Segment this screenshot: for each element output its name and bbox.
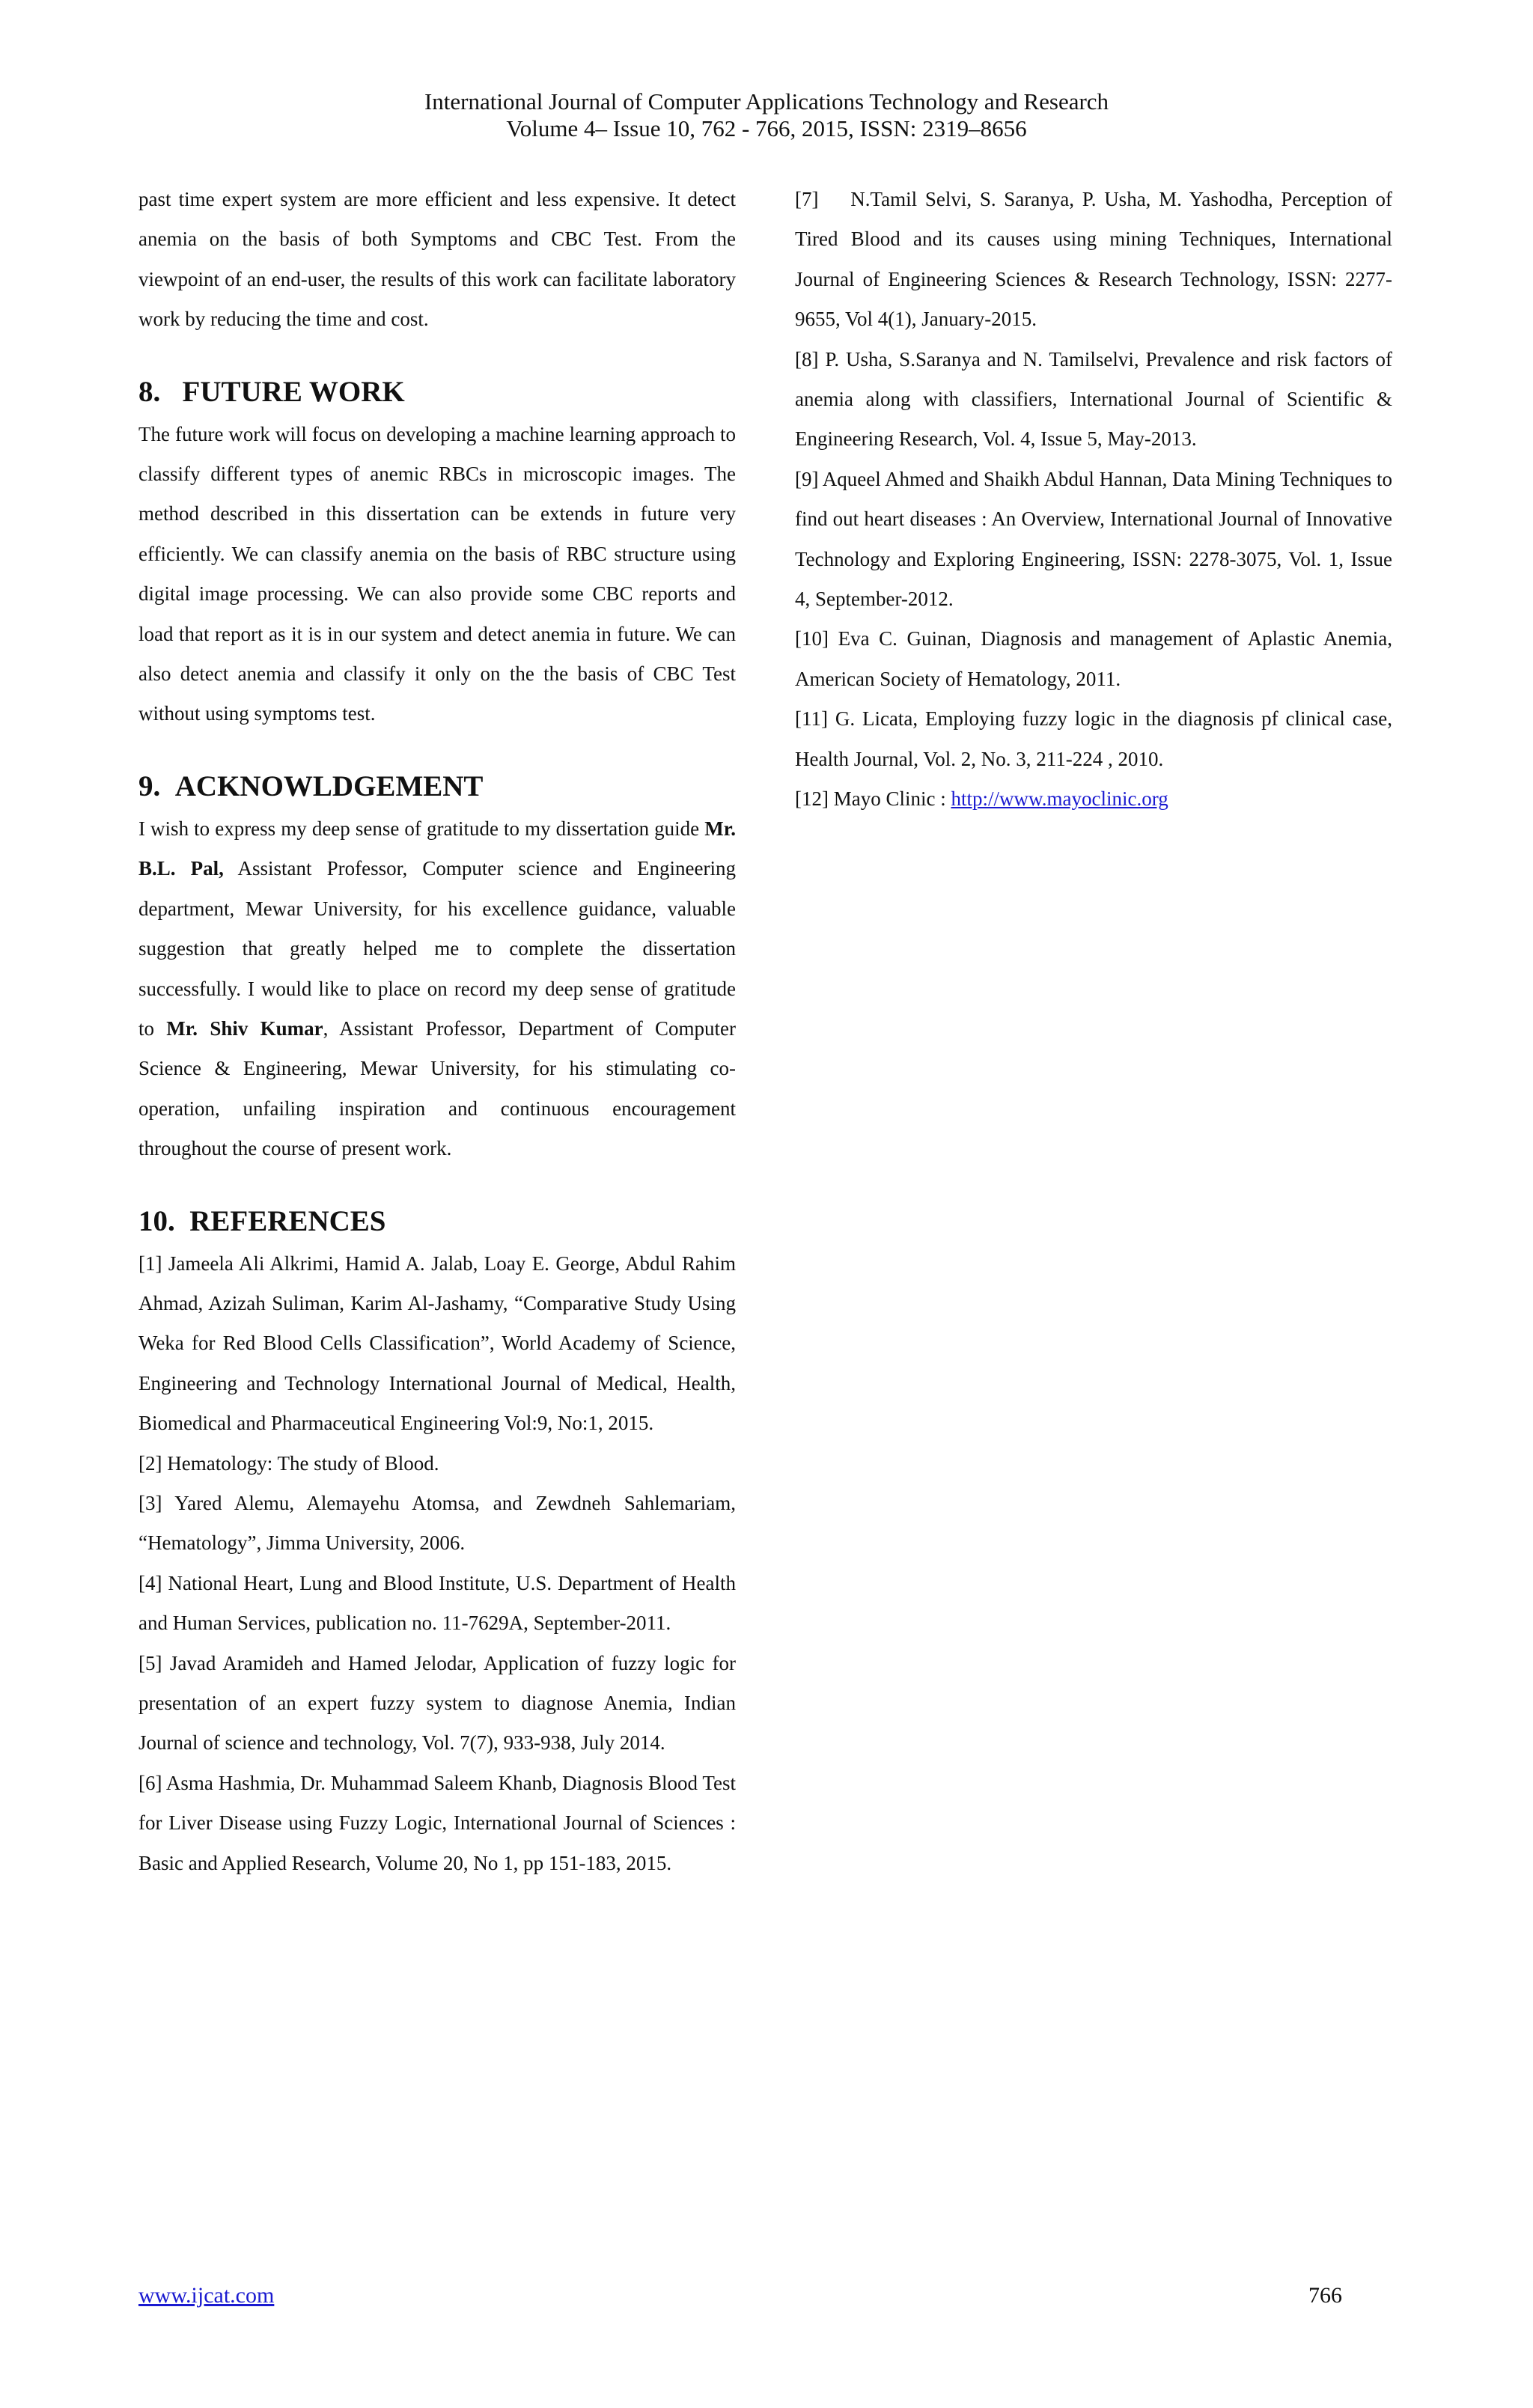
reference-item: [6] Asma Hashmia, Dr. Muhammad Saleem Khanb, Diagnosis Blood Test for Liver Disease using Fuzzy Logic, International Journal of Sciences : Basic and Applied Research, Volume 20, No 1, pp 151-183, 2015. (138, 1771, 736, 1874)
reference-item: [2] Hematology: The study of Blood. (138, 1451, 439, 1475)
reference-item: [12] Mayo Clinic : http://www.mayoclinic.org (795, 787, 1168, 811)
reference-item: [4] National Heart, Lung and Blood Institute, U.S. Department of Health and Human Services, publication no. 11-7629A, September-2011. (138, 1571, 736, 1635)
page-number: 766 (1308, 2283, 1342, 2308)
reference-item: [8] P. Usha, S.Saranya and N. Tamilselvi, Prevalence and risk factors of anemia along with classifiers, International Journal of Scientific & Engineering Research, Vol. 4, Issue 5, May-2013. (795, 347, 1392, 451)
journal-issue: Volume 4– Issue 10, 762 - 766, 2015, ISSN: 2319–8656 (506, 115, 1027, 141)
acknowledgement-paragraph: I wish to express my deep sense of gratitude to my dissertation guide Mr. B.L. Pal, Assistant Professor, Computer science and Engineering department, Mewar University, for his excellence guidance, valuable suggestion that greatly helped me to complete the dissertation successfully. I would like to place on record my deep sense of gratitude to Mr. Shiv Kumar, Assistant Professor, Department of Computer Science & Engineering, Mewar University, for his stimulating co-operation, unfailing inspiration and continuous encouragement throughout the course of present work. (138, 817, 737, 1160)
intro-paragraph: past time expert system are more efficient and less expensive. It detect anemia on the basis of both Symptoms and CBC Test. From the viewpoint of an end-user, the results of this work can facilitate laboratory work by reducing the time and cost. (138, 188, 736, 331)
references-heading: 10. REFERENCES (138, 1204, 386, 1237)
reference-item: [1] Jameela Ali Alkrimi, Hamid A. Jalab, Loay E. George, Abdul Rahim Ahmad, Azizah Suliman, Karim Al-Jashamy, “Comparative Study Using Weka for Red Blood Cells Classification”, World Academy of Science, Engineering and Technology International Journal of Medical, Health, Biomedical and Pharmaceutical Engineering Vol:9, No:1, 2015. (138, 1252, 736, 1435)
journal-website-link[interactable]: www.ijcat.com (138, 2283, 275, 2308)
reference-item: [9] Aqueel Ahmed and Shaikh Abdul Hannan, Data Mining Techniques to find out heart diseases : An Overview, International Journal of Innovative Technology and Exploring Engineering, ISSN: 2278-3075, Vol. 1, Issue 4, September-2012. (795, 467, 1392, 611)
journal-title: International Journal of Computer Applications Technology and Research (424, 88, 1109, 115)
reference-item: [10] Eva C. Guinan, Diagnosis and management of Aplastic Anemia, American Society of Hematology, 2011. (795, 627, 1392, 690)
reference-item: [3] Yared Alemu, Alemayehu Atomsa, and Zewdneh Sahlemariam, “Hematology”, Jimma University, 2006. (138, 1491, 736, 1555)
guide-name: Mr. B.L. Pal, (138, 817, 736, 880)
future-work-paragraph: The future work will focus on developing a machine learning approach to classify different types of anemic RBCs in microscopic images. The method described in this dissertation can be extends in future very efficiently. We can classify anemia on the basis of RBC structure using digital image processing. We can also provide some CBC reports and load that report as it is in our system and detect anemia in future. We can also detect anemia and classify it only on the the basis of CBC Test without using symptoms test. (138, 422, 736, 725)
right-column (795, 180, 1392, 820)
journal-header (0, 88, 1533, 142)
reference-item: [11] G. Licata, Employing fuzzy logic in the diagnosis pf clinical case, Health Journal, Vol. 2, No. 3, 211-224 , 2010. (795, 707, 1392, 770)
future-work-heading: 8. FUTURE WORK (138, 375, 405, 408)
reference-item: [7] N.Tamil Selvi, S. Saranya, P. Usha, M. Yashodha, Perception of Tired Blood and its causes using mining Techniques, International Journal of Engineering Sciences & Research Technology, ISSN: 2277-9655, Vol 4(1), January-2015. (795, 188, 1392, 331)
reference-item: [5] Javad Aramideh and Hamed Jelodar, Application of fuzzy logic for presentation of an expert fuzzy system to diagnose Anemia, Indian Journal of science and technology, Vol. 7(7), 933-938, July 2014. (138, 1651, 736, 1755)
acknowledgement-heading: 9. ACKNOWLDGEMENT (138, 769, 484, 802)
co-guide-name: Mr. Shiv Kumar (166, 1016, 323, 1040)
left-column (138, 180, 736, 1883)
mayo-clinic-link[interactable]: http://www.mayoclinic.org (951, 787, 1168, 811)
